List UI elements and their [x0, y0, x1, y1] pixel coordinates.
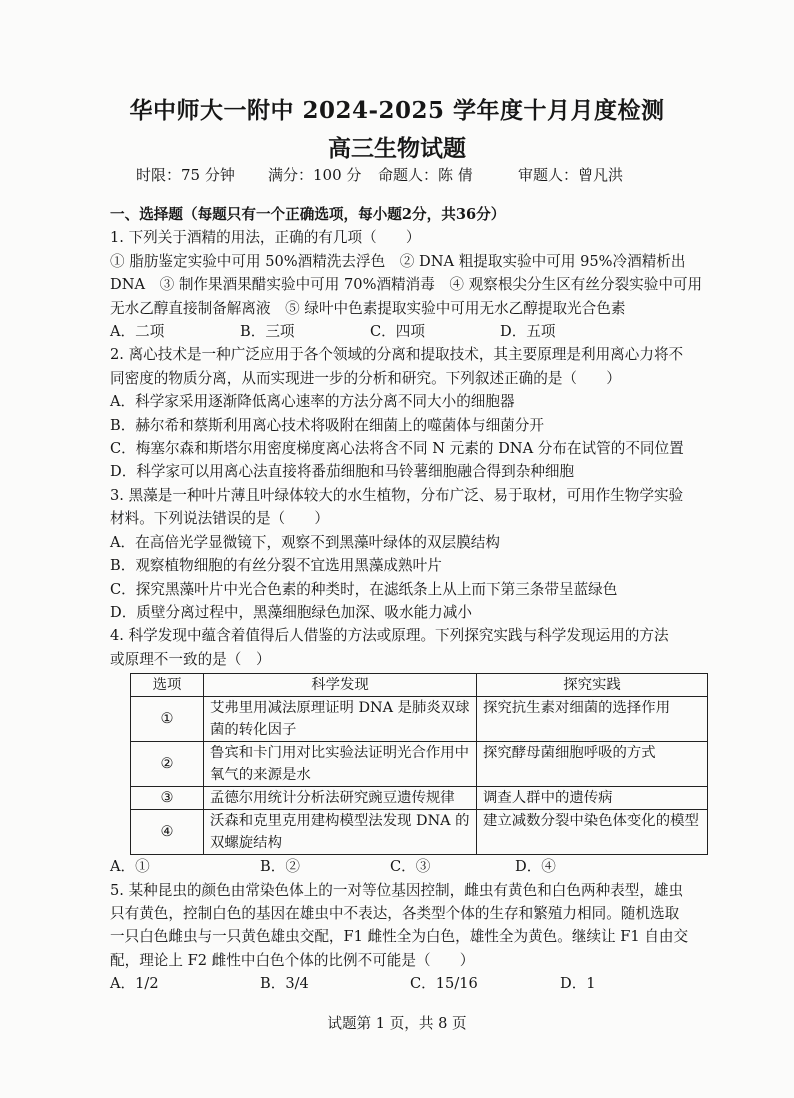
- q2-option-a: A．科学家采用逐渐降低离心速率的方法分离不同大小的细胞器: [110, 393, 515, 411]
- q4-option-b: B．②: [260, 858, 300, 876]
- q3-option-d: D．质壁分离过程中，黑藻细胞绿色加深、吸水能力减小: [110, 603, 472, 621]
- q4-option-a: A．①: [110, 858, 150, 876]
- exam-meta: [136, 164, 623, 185]
- time-limit: 时限：75 分钟: [136, 166, 235, 184]
- q3-stem: 3. 黑藻是一种叶片薄且叶绿体较大的水生植物，分布广泛、易于取材，可用作生物学实验: [110, 486, 684, 504]
- table-cell: ②: [131, 742, 204, 787]
- table-cell: 沃森和克里克用建构模型法发现 DNA 的双螺旋结构: [204, 810, 477, 855]
- table-cell: 建立减数分裂中染色体变化的模型: [477, 810, 708, 855]
- q3-stem: 材料。下列说法错误的是（ ）: [110, 510, 329, 528]
- q5-stem: 配，理论上 F2 雌性中白色个体的比例不可能是（ ）: [110, 951, 475, 969]
- table-cell: 探究抗生素对细菌的选择作用: [477, 697, 708, 742]
- q2-option-d: D．科学家可以用离心法直接将番茄细胞和马铃薯细胞融合得到杂种细胞: [110, 463, 575, 481]
- q2-option-b: B．赫尔希和蔡斯利用离心技术将吸附在细菌上的噬菌体与细菌分开: [110, 416, 544, 434]
- table-row: [131, 697, 708, 742]
- q2-stem: 同密度的物质分离，从而实现进一步的分析和研究。下列叙述正确的是（ ）: [110, 369, 621, 387]
- q5-stem: 5. 某种昆虫的颜色由常染色体上的一对等位基因控制，雌虫有黄色和白色两种表型，雄虫: [110, 881, 684, 899]
- table-cell: 鲁宾和卡门用对比实验法证明光合作用中氧气的来源是水: [204, 742, 477, 787]
- q4-option-d: D．④: [515, 858, 556, 876]
- table-header-row: [131, 674, 708, 697]
- table-cell: 艾弗里用减法原理证明 DNA 是肺炎双球菌的转化因子: [204, 697, 477, 742]
- q1-options: [110, 320, 710, 343]
- q1-option-a: A．二项: [110, 323, 165, 341]
- section-heading: 一、选择题（每题只有一个正确选项，每小题2分，共36分）: [110, 206, 506, 223]
- q2-option-c: C．梅塞尔森和斯塔尔用密度梯度离心法将含不同 N 元素的 DNA 分布在试管的不同位置: [110, 440, 684, 458]
- q3-option-a: A．在高倍光学显微镜下，观察不到黑藻叶绿体的双层膜结构: [110, 533, 500, 551]
- q4-option-c: C．③: [390, 858, 431, 876]
- table-header: 选项: [131, 674, 204, 697]
- table-row: [131, 810, 708, 855]
- exam-title: 华中师大一附中 2024-2025 学年度十月月度检测: [129, 97, 665, 124]
- q5-option-a: A．1/2: [110, 975, 159, 993]
- q1-line: DNA ③ 制作果酒果醋实验中可用 70%酒精消毒 ④ 观察根尖分生区有丝分裂实验中可用: [110, 276, 703, 294]
- table-header: 探究实践: [477, 674, 708, 697]
- table-row: [131, 742, 708, 787]
- table-cell: ③: [131, 787, 204, 810]
- exam-body: [110, 203, 710, 996]
- table-cell: 探究酵母菌细胞呼吸的方式: [477, 742, 708, 787]
- exam-subtitle: 高三生物试题: [328, 135, 466, 162]
- page-footer: 试题第 1 页，共 8 页: [327, 1015, 467, 1032]
- q3-option-c: C．探究黑藻叶片中光合色素的种类时，在滤纸条上从上而下第三条带呈蓝绿色: [110, 580, 618, 598]
- q5-option-d: D．1: [560, 975, 596, 993]
- table-row: [131, 787, 708, 810]
- q4-options: [110, 855, 710, 878]
- q4-stem: 4. 科学发现中蕴含着值得后人借鉴的方法或原理。下列探究实践与科学发现运用的方法: [110, 627, 669, 645]
- table-cell: 调查人群中的遗传病: [477, 787, 708, 810]
- q1-option-b: B．三项: [240, 323, 295, 341]
- full-score: 满分：100 分: [268, 166, 362, 184]
- q5-options: [110, 972, 710, 995]
- q5-option-b: B．3/4: [260, 975, 309, 993]
- q5-stem: 一只白色雌虫与一只黄色雄虫交配，F1 雌性全为白色，雄性全为黄色。继续让 F1 自由交: [110, 928, 689, 946]
- table-cell: 孟德尔用统计分析法研究豌豆遗传规律: [204, 787, 477, 810]
- q5-option-c: C．15/16: [410, 975, 478, 993]
- q1-line: 无水乙醇直接制备解离液 ⑤ 绿叶中色素提取实验中可用无水乙醇提取光合色素: [110, 299, 626, 317]
- q1-option-c: C．四项: [370, 323, 425, 341]
- q1-line: ① 脂肪鉴定实验中可用 50%酒精洗去浮色 ② DNA 粗提取实验中可用 95%冷酒精析出: [110, 252, 686, 270]
- q5-stem: 只有黄色，控制白色的基因在雄虫中不表达，各类型个体的生存和繁殖力相同。随机选取: [110, 904, 680, 922]
- q4-table: [130, 673, 708, 855]
- table-cell: ④: [131, 810, 204, 855]
- table-header: 科学发现: [204, 674, 477, 697]
- author: 命题人：陈 倩: [378, 166, 473, 184]
- q1-stem: 1. 下列关于酒精的用法，正确的有几项（ ）: [110, 229, 421, 247]
- q1-option-d: D．五项: [500, 323, 556, 341]
- reviewer: 审题人：曾凡洪: [518, 166, 624, 184]
- q3-option-b: B．观察植物细胞的有丝分裂不宜选用黑藻成熟叶片: [110, 557, 442, 575]
- q2-stem: 2. 离心技术是一种广泛应用于各个领域的分离和提取技术，其主要原理是利用离心力将不: [110, 346, 684, 364]
- q4-stem: 或原理不一致的是（ ）: [110, 650, 271, 668]
- table-cell: ①: [131, 697, 204, 742]
